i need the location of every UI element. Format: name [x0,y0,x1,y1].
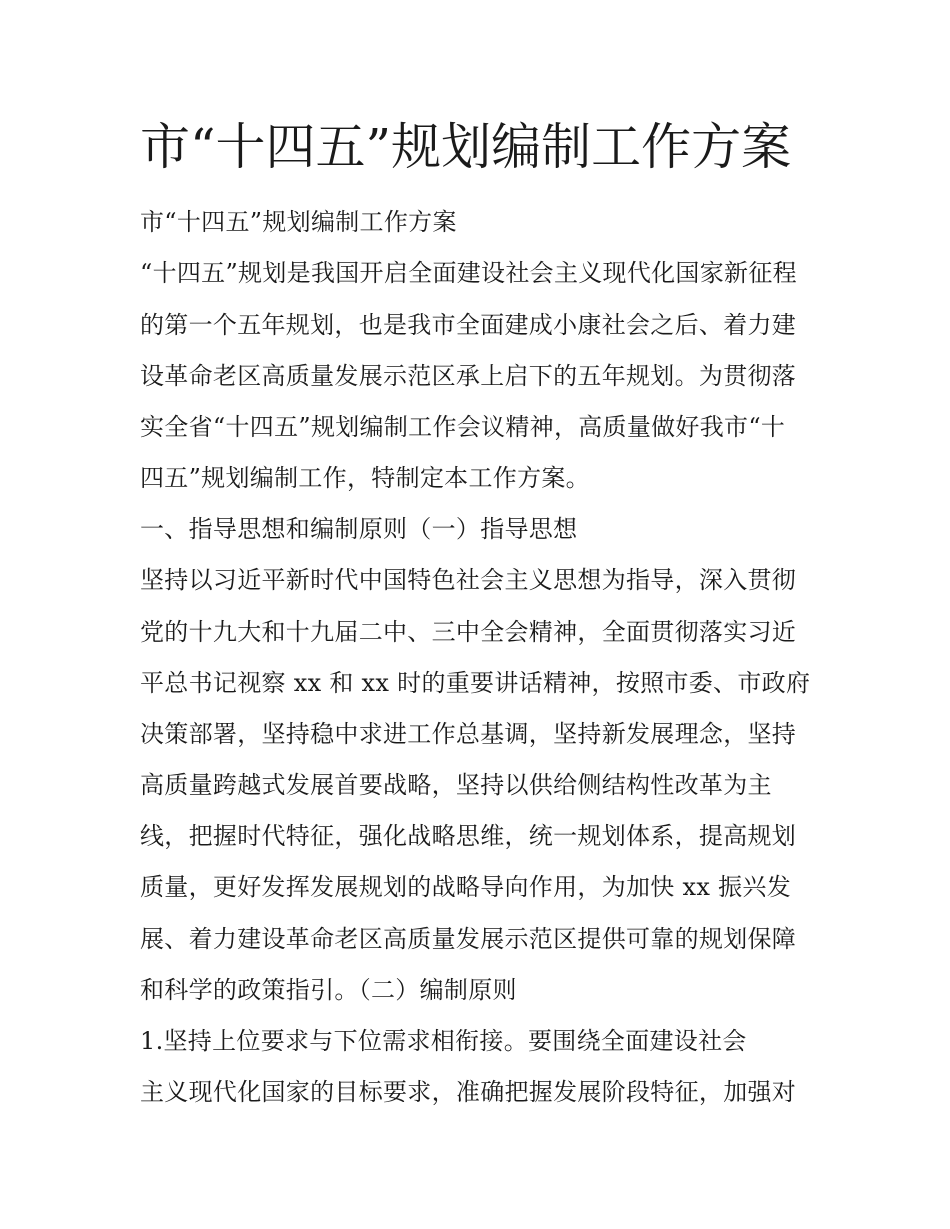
text-line: 四五”规划编制工作，特制定本工作方案。 [140,464,590,492]
text-line: 的第一个五年规划，也是我市全面建成小康社会之后、着力建 [140,311,797,339]
text-line: 展、着力建设革命老区高质量发展示范区提供可靠的规划保障 [140,925,797,953]
text-line: 党的十九大和十九届二中、三中全会精神，全面贯彻落实习近 [140,618,797,646]
text-line: 和科学的政策指引。（二）编制原则 [140,976,517,1004]
text-line: “十四五”规划是我国开启全面建设社会主义现代化国家新征程 [140,259,797,287]
text-line: 坚持以习近平新时代中国特色社会主义思想为指导，深入贯彻 [140,566,797,594]
text-line: 线，把握时代特征，强化战略思维，统一规划体系，提高规划 [140,822,797,850]
text-line: 1.坚持上位要求与下位需求相衔接。要围绕全面建设社会 [140,1027,747,1055]
section-heading-line: 一、指导思想和编制原则（一）指导思想 [140,515,578,543]
text-line: 高质量跨越式发展首要战略，坚持以供给侧结构性改革为主 [140,771,772,799]
text-line: 主义现代化国家的目标要求，准确把握发展阶段特征，加强对 [140,1078,797,1106]
text-line: 决策部署，坚持稳中求进工作总基调，坚持新发展理念，坚持 [140,720,797,748]
subtitle-line: 市“十四五”规划编制工作方案 [140,208,457,236]
document-title: 市“十四五”规划编制工作方案 [140,118,792,176]
text-line: 质量，更好发挥发展规划的战略导向作用，为加快 xx 振兴发 [140,873,792,901]
text-line: 实全省“十四五”规划编制工作会议精神，高质量做好我市“十 [140,413,786,441]
text-line: 平总书记视察 xx 和 xx 时的重要讲话精神，按照市委、市政府 [140,669,811,697]
text-line: 设革命老区高质量发展示范区承上启下的五年规划。为贯彻落 [140,362,797,390]
